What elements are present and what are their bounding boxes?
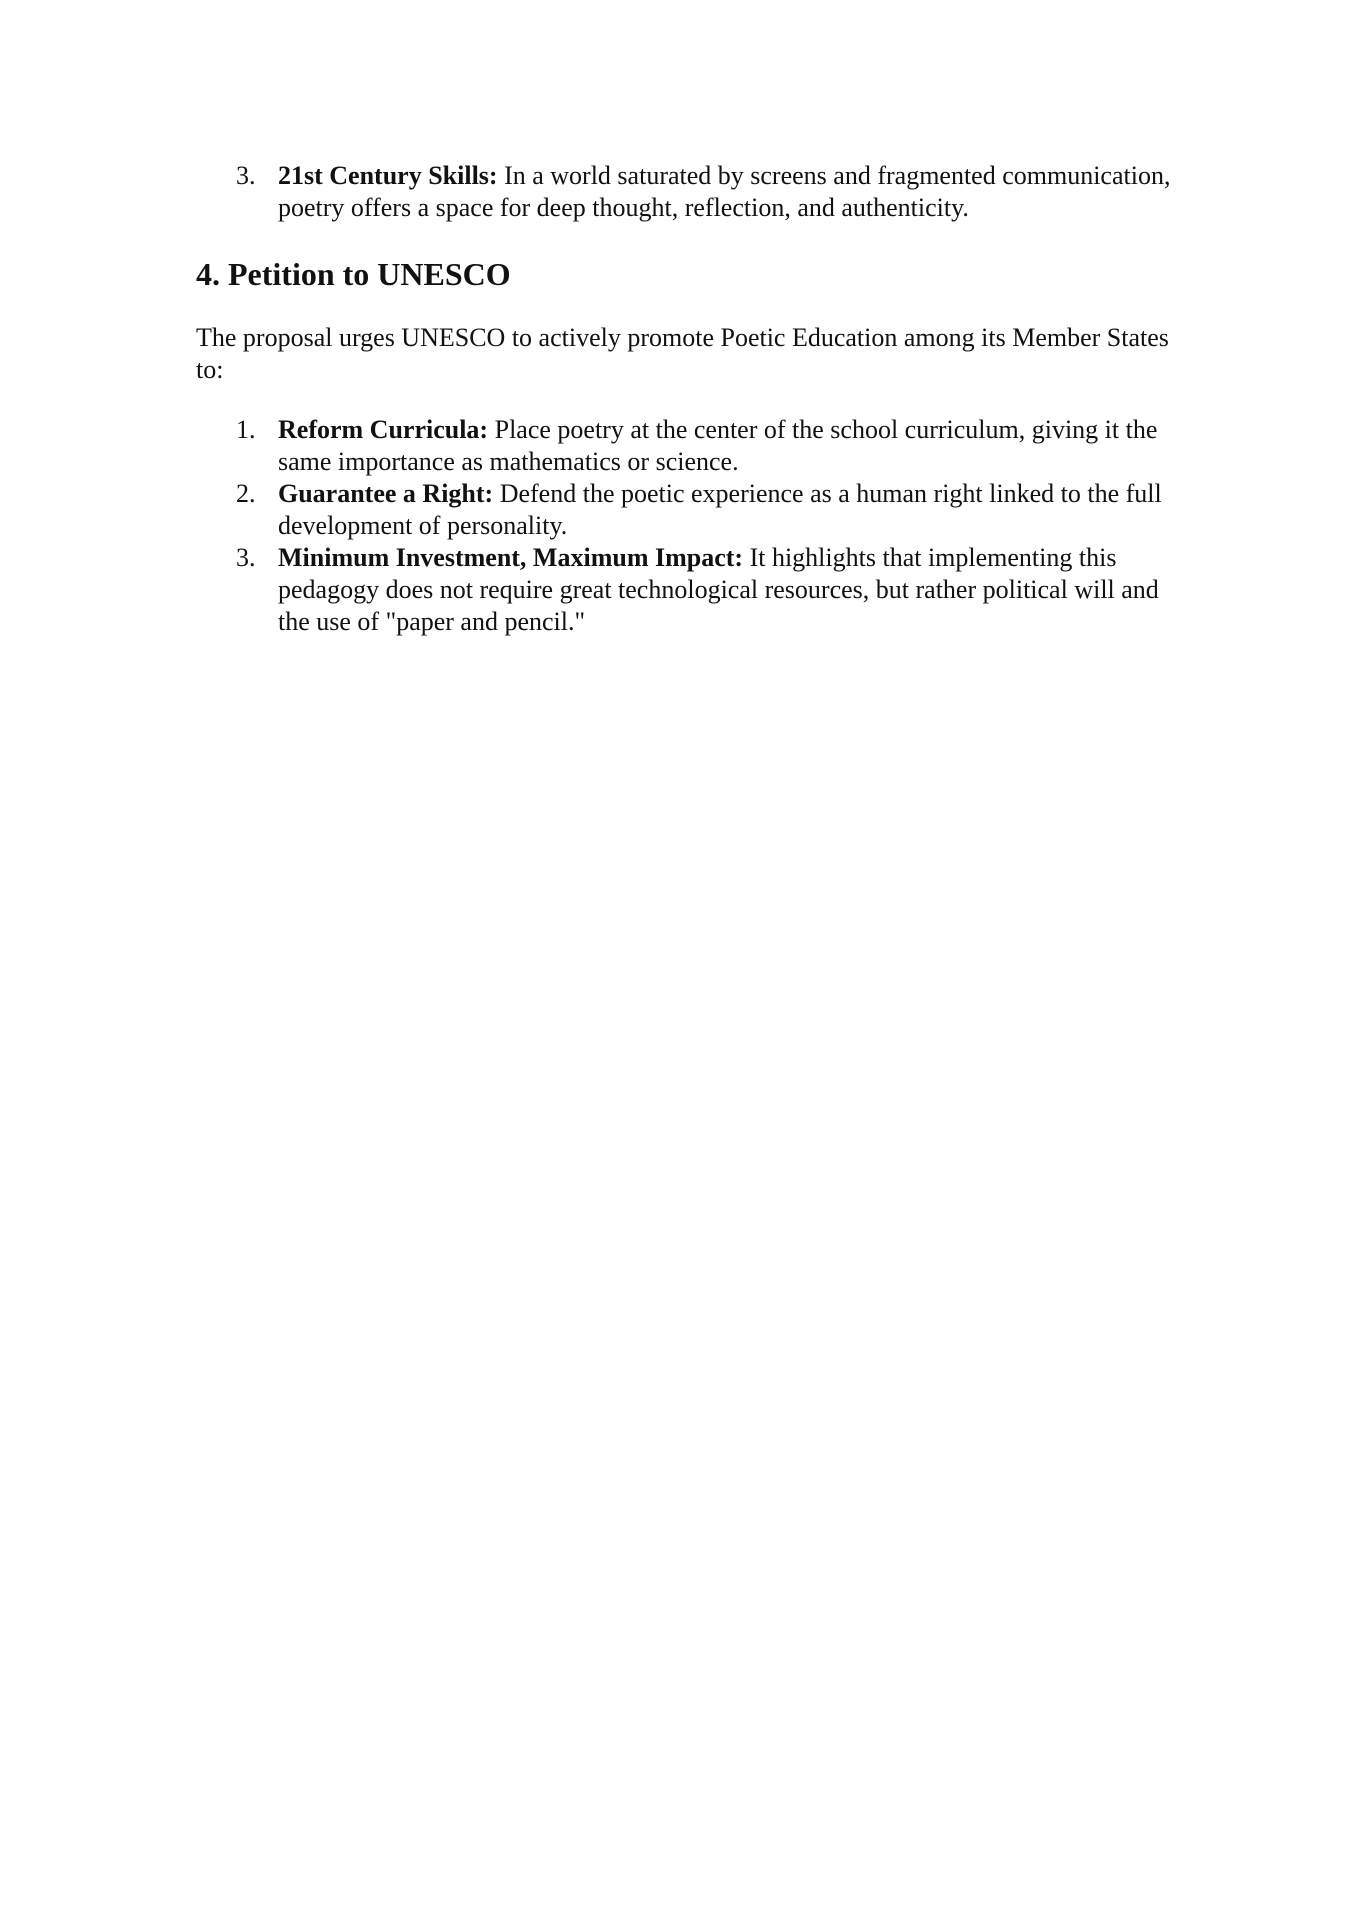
list-item [196,542,1196,638]
list-item-term: 21st Century Skills: [278,161,498,190]
list-item [196,414,1196,478]
list-number: 2. [236,479,256,508]
list-number: 3. [236,543,256,572]
section-heading: 4. Petition to UNESCO [196,256,511,292]
list-item-term: Minimum Investment, Maximum Impact: [278,543,744,572]
list-item [196,160,1196,224]
list-item-text: It highlights that implementing this pedagogy does not require great technological resources, but rather political will and the use of "paper and pencil." [278,543,1159,636]
skills-list [196,160,1196,224]
petition-list [196,414,1196,638]
list-item-text: In a world saturated by screens and fragmented communication, poetry offers a space for deep thought, reflection, and authenticity. [278,161,1171,222]
page-content [196,160,1196,638]
list-item-text: Place poetry at the center of the school curriculum, giving it the same importance as mathematics or science. [278,415,1158,476]
list-item-text: Defend the poetic experience as a human right linked to the full development of personality. [278,479,1162,540]
list-item-term: Reform Curricula: [278,415,489,444]
list-item [196,478,1196,542]
list-item-term: Guarantee a Right: [278,479,494,508]
section-intro: The proposal urges UNESCO to actively promote Poetic Education among its Member States to: [196,323,1169,384]
list-number: 3. [236,161,256,190]
list-number: 1. [236,415,256,444]
